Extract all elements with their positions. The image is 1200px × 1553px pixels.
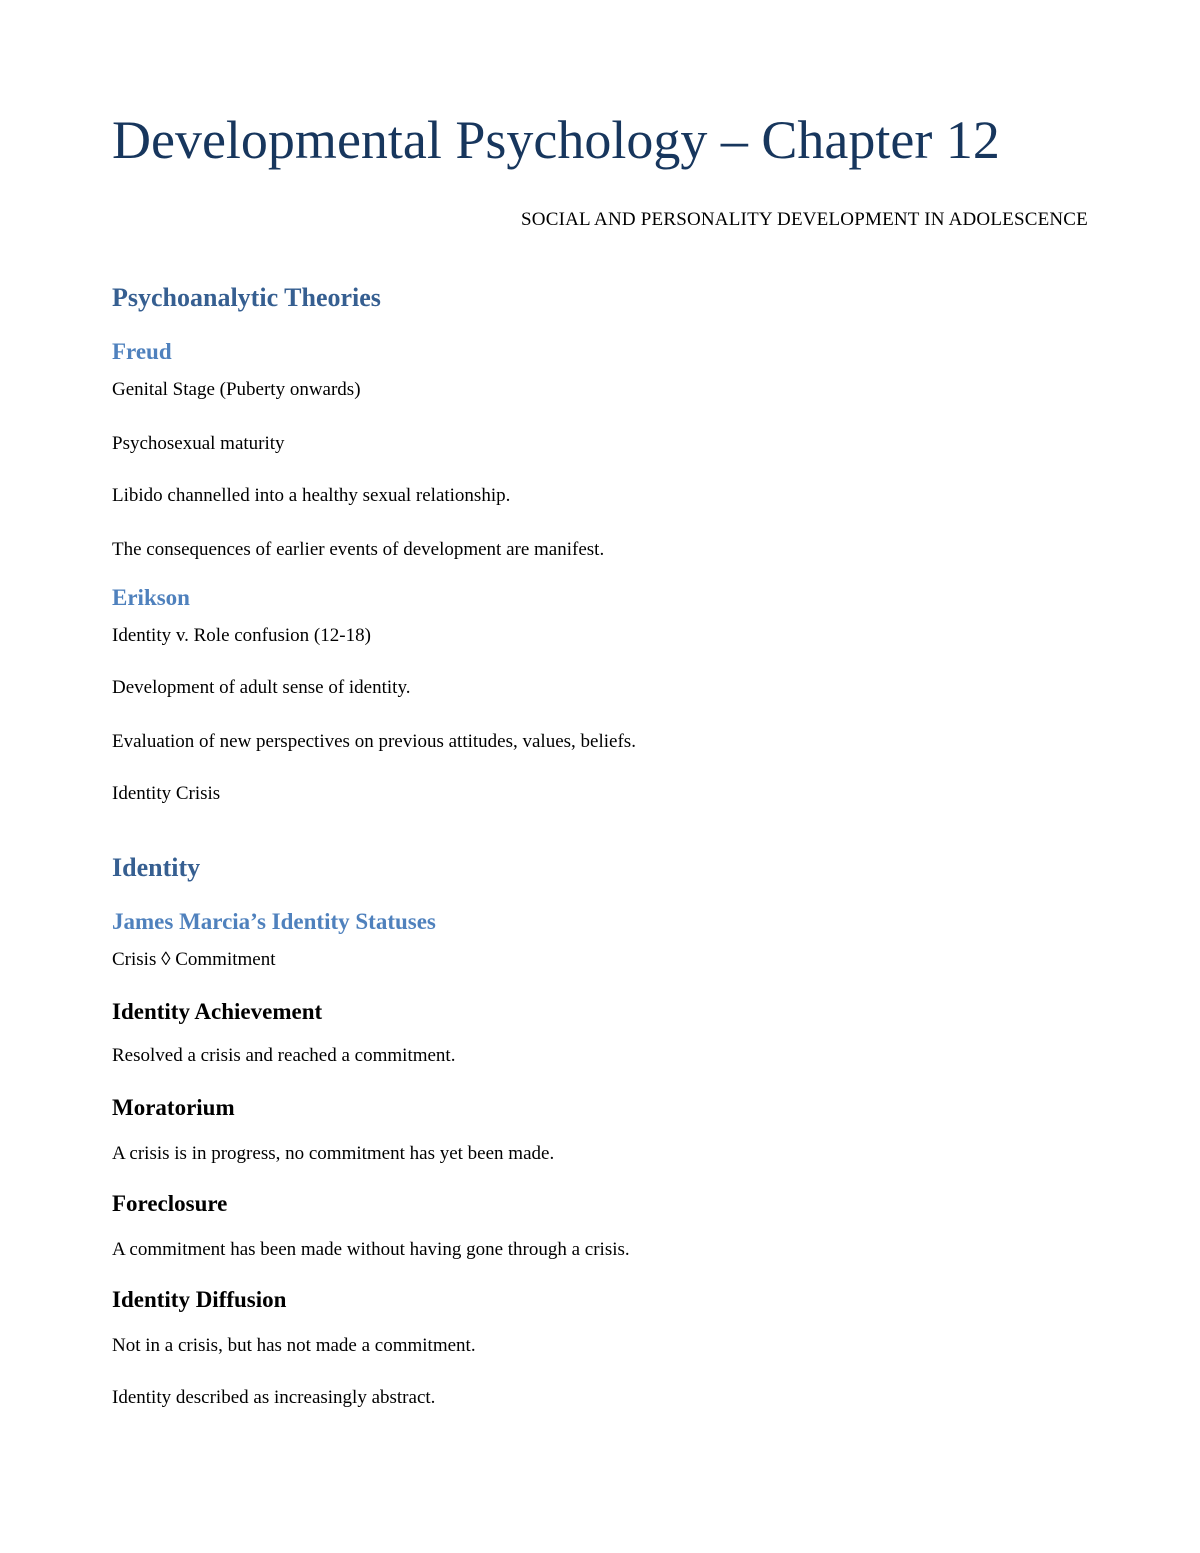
freud-line-genital-stage: Genital Stage (Puberty onwards) xyxy=(112,379,361,400)
identity-diffusion-description: Not in a crisis, but has not made a commitment. xyxy=(112,1335,476,1356)
heading-identity-diffusion: Identity Diffusion xyxy=(112,1287,287,1312)
heading-foreclosure: Foreclosure xyxy=(112,1191,228,1216)
heading-identity-achievement: Identity Achievement xyxy=(112,999,323,1024)
moratorium-description: A crisis is in progress, no commitment has yet been made. xyxy=(112,1143,555,1164)
erikson-line-adult-identity: Development of adult sense of identity. xyxy=(112,677,411,698)
marcia-crisis-commitment: Crisis ◊ Commitment xyxy=(112,949,276,970)
freud-line-consequences: The consequences of earlier events of development are manifest. xyxy=(112,539,605,560)
foreclosure-description: A commitment has been made without having gone through a crisis. xyxy=(112,1239,630,1260)
freud-line-libido: Libido channelled into a healthy sexual relationship. xyxy=(112,485,511,506)
erikson-line-identity-v-role: Identity v. Role confusion (12-18) xyxy=(112,625,371,646)
document-title: Developmental Psychology – Chapter 12 xyxy=(112,110,1000,170)
heading-identity: Identity xyxy=(112,853,201,882)
erikson-line-evaluation: Evaluation of new perspectives on previous attitudes, values, beliefs. xyxy=(112,731,636,752)
heading-erikson: Erikson xyxy=(112,585,190,610)
identity-achievement-description: Resolved a crisis and reached a commitment. xyxy=(112,1045,456,1066)
heading-moratorium: Moratorium xyxy=(112,1095,235,1120)
erikson-line-identity-crisis: Identity Crisis xyxy=(112,783,221,804)
heading-freud: Freud xyxy=(112,339,172,364)
document-subtitle: SOCIAL AND PERSONALITY DEVELOPMENT IN ADOLESCENCE xyxy=(521,209,1088,230)
heading-marcia-identity-statuses: James Marcia’s Identity Statuses xyxy=(112,909,436,934)
heading-psychoanalytic-theories: Psychoanalytic Theories xyxy=(112,283,381,312)
freud-line-psychosexual-maturity: Psychosexual maturity xyxy=(112,433,285,454)
identity-closing-line: Identity described as increasingly abstract. xyxy=(112,1387,436,1408)
